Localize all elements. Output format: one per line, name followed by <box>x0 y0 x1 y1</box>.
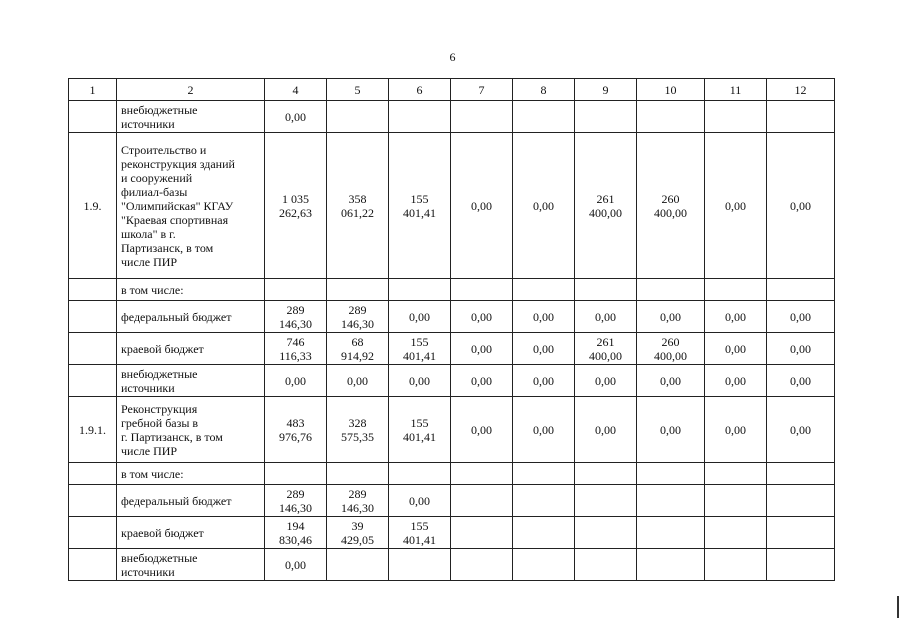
header-cell: 1 <box>69 79 117 101</box>
header-cell: 4 <box>265 79 327 101</box>
value-cell <box>451 279 513 301</box>
row-number-cell: 1.9.1. <box>69 397 117 463</box>
value-cell: 0,00 <box>637 301 705 333</box>
value-cell: 0,00 <box>767 301 835 333</box>
value-cell: 289 146,30 <box>327 485 389 517</box>
page-number: 6 <box>449 50 456 64</box>
value-cell <box>575 549 637 581</box>
row-number-cell <box>69 517 117 549</box>
value-cell: 0,00 <box>575 397 637 463</box>
row-number-cell <box>69 333 117 365</box>
value-cell <box>265 463 327 485</box>
value-cell: 0,00 <box>705 301 767 333</box>
value-cell <box>767 101 835 133</box>
value-cell <box>451 485 513 517</box>
value-cell: 0,00 <box>705 133 767 279</box>
value-cell <box>327 279 389 301</box>
table-row <box>69 301 835 333</box>
value-cell <box>327 463 389 485</box>
description-cell: краевой бюджет <box>117 333 265 365</box>
value-cell: 0,00 <box>513 301 575 333</box>
value-cell <box>513 279 575 301</box>
value-cell: 260 400,00 <box>637 133 705 279</box>
value-cell <box>327 549 389 581</box>
value-cell <box>767 485 835 517</box>
value-cell <box>513 517 575 549</box>
value-cell: 0,00 <box>389 301 451 333</box>
value-cell: 0,00 <box>705 333 767 365</box>
value-cell <box>575 279 637 301</box>
description-cell: внебюджетные источники <box>117 101 265 133</box>
row-number-cell <box>69 301 117 333</box>
value-cell <box>767 279 835 301</box>
value-cell: 0,00 <box>637 397 705 463</box>
value-cell: 155 401,41 <box>389 133 451 279</box>
value-cell <box>575 463 637 485</box>
value-cell: 483 976,76 <box>265 397 327 463</box>
value-cell: 0,00 <box>451 133 513 279</box>
value-cell <box>389 279 451 301</box>
value-cell <box>451 517 513 549</box>
value-cell: 0,00 <box>451 301 513 333</box>
page-edge-mark <box>897 596 899 618</box>
header-cell: 6 <box>389 79 451 101</box>
description-cell: в том числе: <box>117 463 265 485</box>
row-number-cell <box>69 279 117 301</box>
row-number-cell <box>69 463 117 485</box>
value-cell <box>767 549 835 581</box>
table-row <box>69 397 835 463</box>
value-cell <box>389 463 451 485</box>
value-cell <box>767 463 835 485</box>
value-cell: 1 035 262,63 <box>265 133 327 279</box>
description-cell: федеральный бюджет <box>117 301 265 333</box>
header-cell: 11 <box>705 79 767 101</box>
value-cell: 0,00 <box>513 365 575 397</box>
value-cell: 0,00 <box>265 549 327 581</box>
table-row <box>69 549 835 581</box>
table-row <box>69 463 835 485</box>
value-cell: 289 146,30 <box>327 301 389 333</box>
value-cell <box>451 463 513 485</box>
value-cell: 0,00 <box>767 365 835 397</box>
header-cell: 5 <box>327 79 389 101</box>
value-cell: 358 061,22 <box>327 133 389 279</box>
value-cell: 0,00 <box>513 333 575 365</box>
value-cell: 0,00 <box>513 397 575 463</box>
row-number-cell: 1.9. <box>69 133 117 279</box>
value-cell <box>513 549 575 581</box>
value-cell <box>575 101 637 133</box>
value-cell: 0,00 <box>451 333 513 365</box>
value-cell: 155 401,41 <box>389 333 451 365</box>
value-cell <box>637 517 705 549</box>
value-cell <box>637 279 705 301</box>
value-cell: 39 429,05 <box>327 517 389 549</box>
value-cell <box>513 101 575 133</box>
value-cell <box>513 485 575 517</box>
value-cell: 328 575,35 <box>327 397 389 463</box>
header-cell: 8 <box>513 79 575 101</box>
description-cell: Строительство и реконструкция зданий и сооружений филиал-базы "Олимпийская" КГАУ "Краевая спортивная школа" в г. Партизанск, в том числе ПИР <box>117 133 265 279</box>
value-cell: 261 400,00 <box>575 133 637 279</box>
value-cell <box>637 485 705 517</box>
row-number-cell <box>69 365 117 397</box>
description-cell: внебюджетные источники <box>117 549 265 581</box>
value-cell: 260 400,00 <box>637 333 705 365</box>
value-cell <box>705 463 767 485</box>
value-cell <box>705 485 767 517</box>
value-cell: 0,00 <box>265 365 327 397</box>
value-cell: 0,00 <box>265 101 327 133</box>
value-cell: 155 401,41 <box>389 397 451 463</box>
value-cell: 155 401,41 <box>389 517 451 549</box>
header-cell: 9 <box>575 79 637 101</box>
value-cell <box>705 279 767 301</box>
description-cell: краевой бюджет <box>117 517 265 549</box>
table-row <box>69 485 835 517</box>
row-number-cell <box>69 101 117 133</box>
value-cell <box>389 549 451 581</box>
value-cell <box>451 101 513 133</box>
value-cell <box>327 101 389 133</box>
description-cell: внебюджетные источники <box>117 365 265 397</box>
value-cell <box>705 517 767 549</box>
table-row <box>69 333 835 365</box>
row-number-cell <box>69 485 117 517</box>
budget-table <box>68 78 835 581</box>
value-cell: 261 400,00 <box>575 333 637 365</box>
description-cell: Реконструкция гребной базы в г. Партизанск, в том числе ПИР <box>117 397 265 463</box>
value-cell: 0,00 <box>513 133 575 279</box>
value-cell: 194 830,46 <box>265 517 327 549</box>
header-cell: 12 <box>767 79 835 101</box>
value-cell <box>637 549 705 581</box>
value-cell <box>389 101 451 133</box>
table-row <box>69 365 835 397</box>
header-cell: 2 <box>117 79 265 101</box>
description-cell: федеральный бюджет <box>117 485 265 517</box>
description-cell: в том числе: <box>117 279 265 301</box>
table-row <box>69 101 835 133</box>
value-cell: 0,00 <box>575 365 637 397</box>
value-cell: 0,00 <box>327 365 389 397</box>
header-cell: 7 <box>451 79 513 101</box>
value-cell <box>265 279 327 301</box>
row-number-cell <box>69 549 117 581</box>
value-cell: 289 146,30 <box>265 485 327 517</box>
value-cell: 289 146,30 <box>265 301 327 333</box>
table-row <box>69 133 835 279</box>
value-cell: 0,00 <box>389 485 451 517</box>
value-cell <box>513 463 575 485</box>
value-cell <box>705 549 767 581</box>
value-cell <box>767 517 835 549</box>
value-cell <box>451 549 513 581</box>
value-cell: 0,00 <box>767 333 835 365</box>
value-cell: 0,00 <box>575 301 637 333</box>
value-cell <box>637 463 705 485</box>
value-cell: 0,00 <box>705 397 767 463</box>
table-row <box>69 517 835 549</box>
value-cell: 0,00 <box>767 133 835 279</box>
value-cell: 746 116,33 <box>265 333 327 365</box>
header-cell: 10 <box>637 79 705 101</box>
value-cell <box>637 101 705 133</box>
value-cell: 0,00 <box>705 365 767 397</box>
value-cell: 0,00 <box>389 365 451 397</box>
value-cell: 68 914,92 <box>327 333 389 365</box>
value-cell: 0,00 <box>767 397 835 463</box>
value-cell: 0,00 <box>637 365 705 397</box>
table-row <box>69 279 835 301</box>
value-cell <box>575 517 637 549</box>
value-cell: 0,00 <box>451 397 513 463</box>
value-cell: 0,00 <box>451 365 513 397</box>
header-row <box>69 79 835 101</box>
value-cell <box>705 101 767 133</box>
value-cell <box>575 485 637 517</box>
